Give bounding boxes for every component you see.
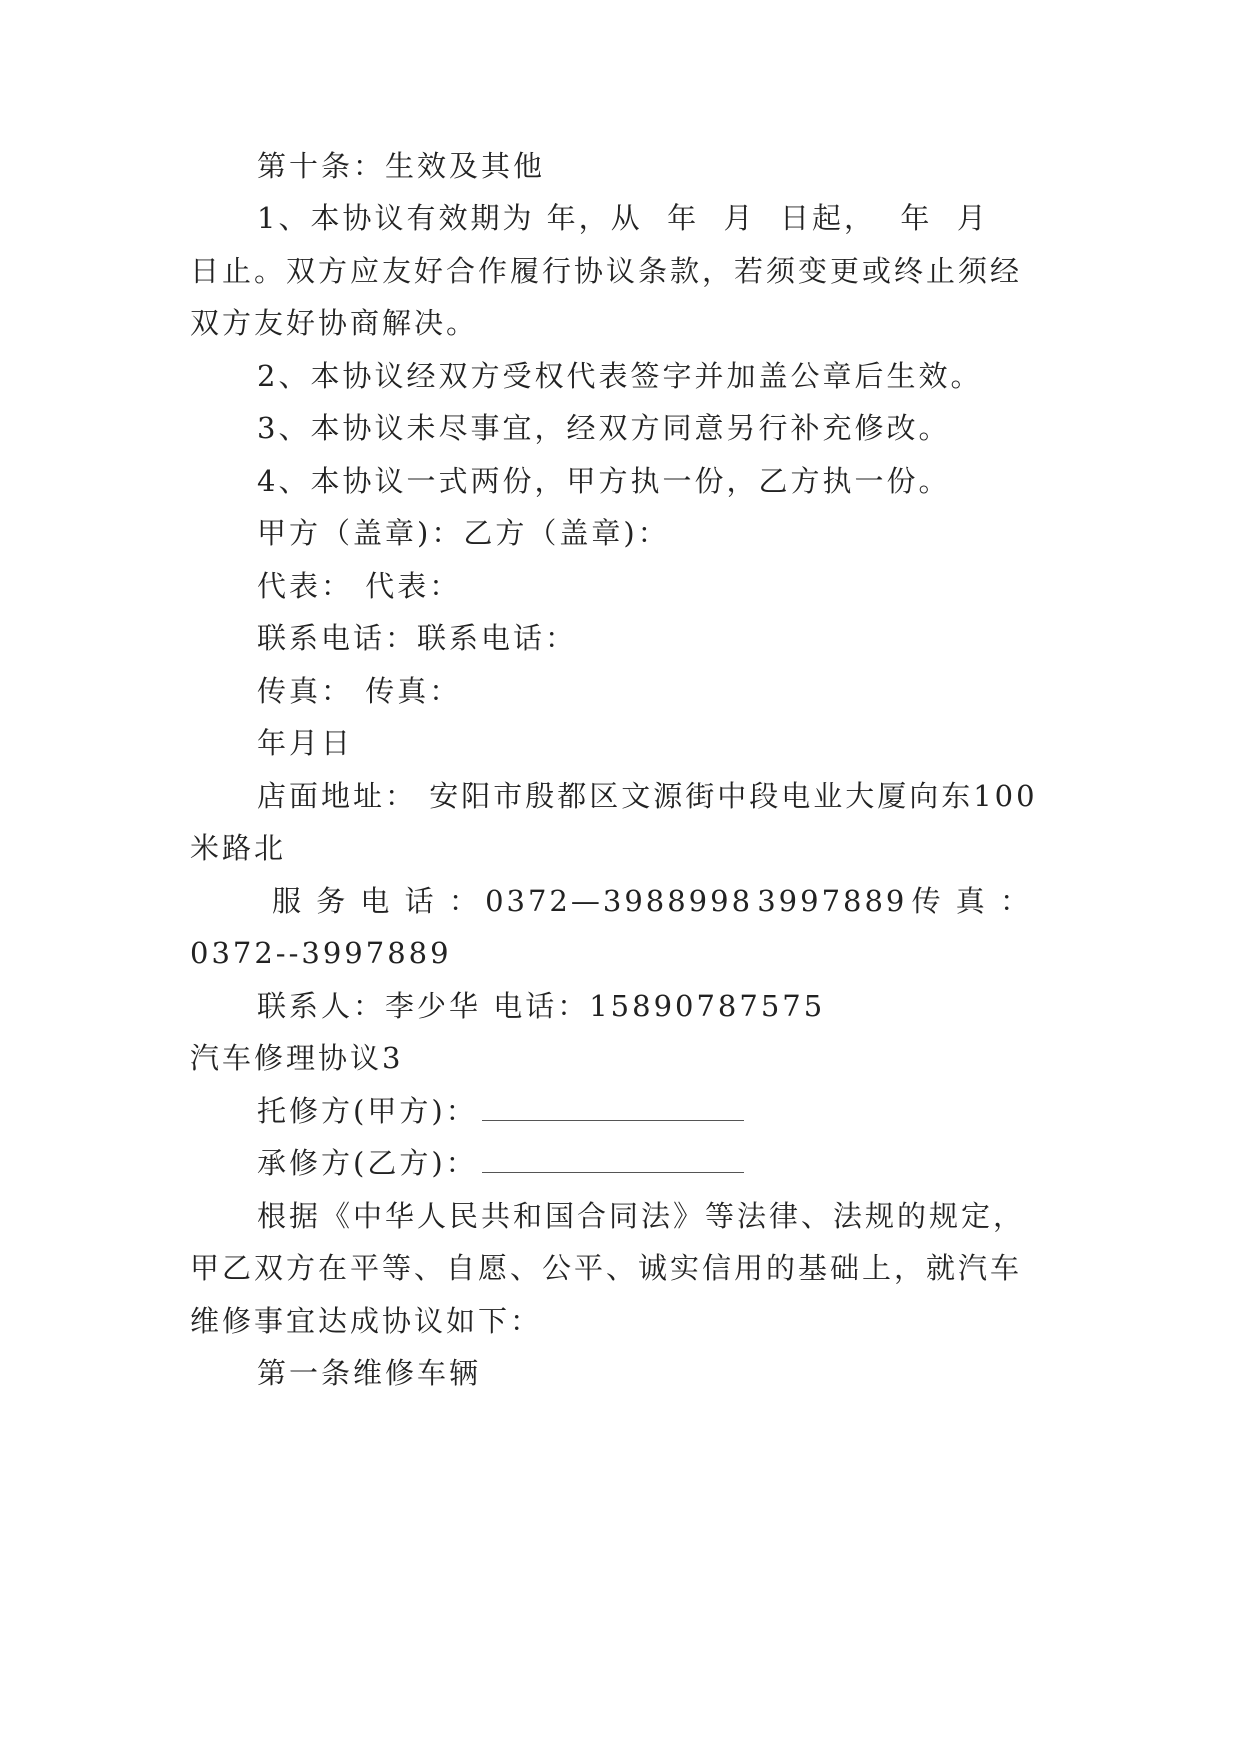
article10-title: 第十条：生效及其他 <box>257 149 546 183</box>
address-line1: 店面地址： 安阳市殷都区文源街中段电业大厦向东100 <box>257 779 1038 813</box>
client-party-line <box>257 1093 744 1129</box>
repairer-party-line <box>257 1145 744 1181</box>
preamble-line1: 根据《中华人民共和国合同法》等法律、法规的规定， <box>257 1199 1026 1233</box>
fax-label: 传 真 ： <box>911 884 1032 918</box>
client-blank <box>482 1098 744 1121</box>
repairer-label: 承修方(乙方)： <box>257 1146 478 1180</box>
preamble-line3: 维修事宜达成协议如下： <box>190 1304 543 1338</box>
repairer-blank <box>482 1150 744 1173</box>
service-phone-line <box>272 883 1032 919</box>
clause2: 2、本协议经双方受权代表签字并加盖公章后生效。 <box>257 359 983 393</box>
representative-line: 代表： 代表： <box>257 569 462 603</box>
clause4: 4、本协议一式两份，甲方执一份，乙方执一份。 <box>257 464 951 498</box>
clause1-line2: 日止。双方应友好合作履行协议条款，若须变更或终止须经 <box>190 254 1023 288</box>
clause1-line3: 双方友好协商解决。 <box>190 306 479 340</box>
preamble-line2: 甲乙双方在平等、自愿、公平、诚实信用的基础上，就汽车 <box>190 1251 1023 1285</box>
service-label: 服 务 电 话 ： <box>272 884 481 918</box>
clause1-line1: 1、本协议有效期为 年，从 年 月 日起， 年 月 <box>257 201 989 235</box>
fax-number: 0372--3997889 <box>190 936 452 970</box>
seal-line: 甲方（盖章)：乙方（盖章)： <box>257 516 670 550</box>
address-line2: 米路北 <box>190 831 287 865</box>
agreement3-title: 汽车修理协议3 <box>190 1041 404 1075</box>
service-phone-2: 3997889 <box>757 884 908 918</box>
article1-title: 第一条维修车辆 <box>257 1356 482 1390</box>
date-line: 年月日 <box>257 726 354 760</box>
client-label: 托修方(甲方)： <box>257 1094 478 1128</box>
contact-phone-line: 联系电话：联系电话： <box>257 621 578 655</box>
fax-line: 传真： 传真： <box>257 674 462 708</box>
clause3: 3、本协议未尽事宜，经双方同意另行补充修改。 <box>257 411 951 445</box>
contact-person-line: 联系人：李少华 电话：15890787575 <box>257 989 826 1023</box>
service-phone-1: 0372—3988998 <box>485 884 754 918</box>
